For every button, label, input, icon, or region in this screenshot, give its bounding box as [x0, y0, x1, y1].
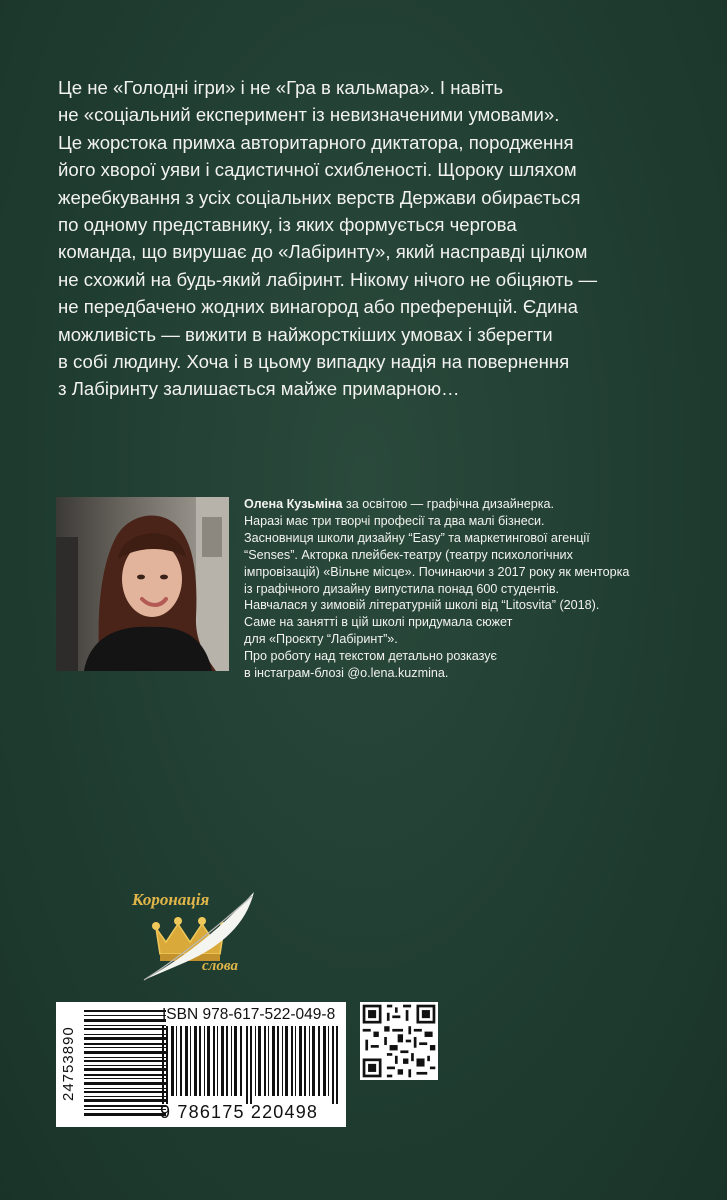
isbn-barcode	[56, 1002, 346, 1127]
blurb-line: з Лабіринту залишається майже примарною…	[58, 378, 460, 400]
qr-code-pattern	[360, 1002, 438, 1080]
blurb-line: в собі людину. Хоча і в цьому випадку надія на повернення	[58, 351, 570, 373]
bio-line: із графічного дизайну випустила понад 600 студентів.	[244, 581, 560, 596]
blurb-line: не схожий на будь-який лабіринт. Нікому нічого не обіцяють —	[58, 268, 598, 290]
bio-first-line: за освітою — графічна дизайнерка.	[342, 497, 554, 511]
blurb-line: не «соціальний експеримент із невизначеними умовами».	[58, 104, 560, 126]
author-portrait-image	[56, 497, 229, 671]
isbn-number: ISBN 978-617-522-049-8	[162, 1006, 336, 1023]
ean-barcode-bars	[162, 1026, 340, 1104]
addon-digits: 24753890	[60, 1026, 77, 1102]
bio-line: в інстаграм-блозі @o.lena.kuzmina.	[244, 666, 449, 681]
bio-line: “Senses”. Акторка плейбек-театру (театру психологічних	[244, 547, 573, 562]
bio-line: Навчалася у зимовій літературній школі від “Litosvita” (2018).	[244, 598, 600, 613]
blurb-line: його хворої уяви і садистичної схибленості. Щороку шляхом	[58, 159, 577, 181]
author-bio	[244, 496, 714, 682]
qr-code-icon	[360, 1002, 438, 1080]
addon-barcode-bars	[84, 1010, 166, 1118]
blurb-line: не передбачено жодних винагород або преференцій. Єдина	[58, 296, 579, 318]
publisher-name-bottom: слова	[202, 958, 238, 974]
bio-line: імпровізацій) «Вільне місце». Починаючи з 2017 року як менторка	[244, 564, 630, 579]
publisher-logo	[126, 884, 266, 984]
author-name: Олена Кузьміна	[244, 497, 343, 511]
ean-digits: 9 786175 220498	[160, 1102, 319, 1122]
bio-line: для «Проєкту “Лабіринт”».	[244, 632, 398, 647]
bio-line: Засновниця школи дизайну “Easy” та маркетингової агенції	[244, 530, 590, 545]
blurb-line: по одному представнику, із яких формується чергова	[58, 214, 517, 236]
blurb-line: команда, що вирушає до «Лабіринту», який насправді цілком	[58, 241, 588, 263]
bio-line: Саме на занятті в цій школі придумала сюжет	[244, 615, 513, 630]
publisher-name-top: Коронація	[132, 890, 210, 909]
blurb-line: можливість — вижити в найжорсткіших умовах і зберегти	[58, 323, 553, 345]
bio-line: Про роботу над текстом детально розказує	[244, 649, 497, 664]
bio-line: Наразі має три творчі професії та два малі бізнеси.	[244, 513, 545, 528]
blurb-line: Це жорстока примха авторитарного диктатора, породження	[58, 131, 574, 153]
cover-blurb	[58, 74, 698, 403]
blurb-line: Це не «Голодні ігри» і не «Гра в кальмара». І навіть	[58, 77, 504, 98]
blurb-line: жеребкування з усіх соціальних верств Держави обирається	[58, 186, 581, 208]
bio-line	[244, 496, 714, 513]
author-photo	[56, 497, 229, 671]
